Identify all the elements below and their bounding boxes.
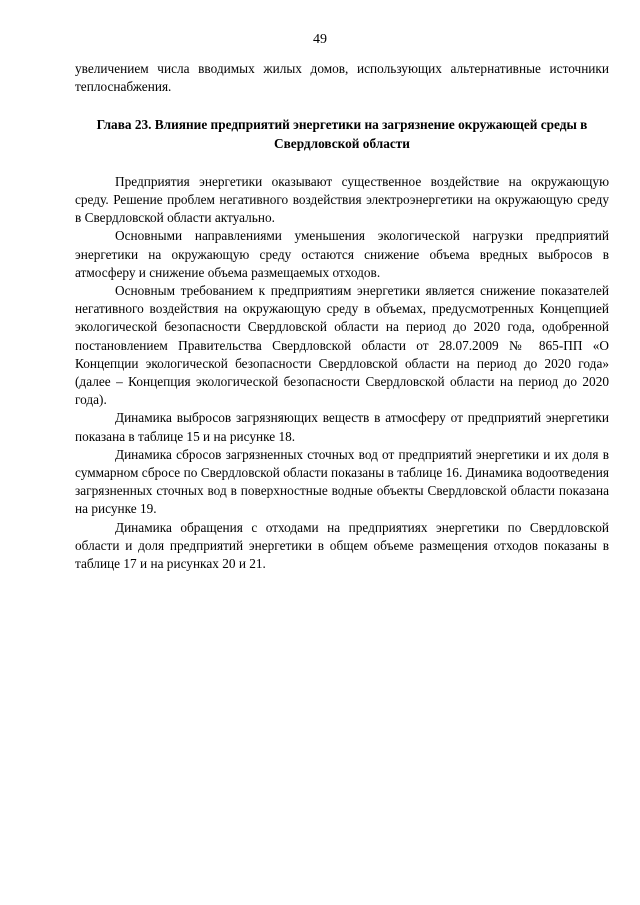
paragraph-impact: Предприятия энергетики оказывают существенное воздействие на окружающую среду. Решение проблем негативного воздействия электроэнергетики на окружающую среду в Свердловской области актуально. bbox=[75, 173, 609, 226]
paragraph-emissions: Динамика выбросов загрязняющих веществ в атмосферу от предприятий энергетики показана в таблице 15 и на рисунке 18. bbox=[75, 410, 609, 444]
paragraph-requirements: Основным требованием к предприятиям энергетики является снижение показателей негативного воздействия на окружающую среду в объемах, предусмотренных Концепцией экологической безопасности Свердловской области на период до 2020 года, одобренной постановлением Правительства Свердловской области от 28.07.2009 № 865-ПП «О Концепции экологической безопасности Свердловской области на период до 2020 года» (далее – Концепция экологической безопасности Свердловской области на период до 2020 года). bbox=[75, 283, 609, 408]
paragraph-directions: Основными направлениями уменьшения экологической нагрузки предприятий энергетики на окружающую среду остаются снижение объема вредных выбросов в атмосферу и снижение объема размещаемых отходов. bbox=[75, 228, 609, 280]
paragraph-wastewater: Динамика сбросов загрязненных сточных вод от предприятий энергетики и их доля в суммарном сбросе по Свердловской области показаны в таблице 16. Динамика водоотведения загрязненных сточных вод в поверхностные водные объекты Свердловской области показана на рисунке 19. bbox=[75, 446, 609, 517]
paragraph-waste: Динамика обращения с отходами на предприятиях энергетики по Свердловской области и доля предприятий энергетики в общем объеме размещения отходов показаны в таблице 17 и на рисунках 20 и 21. bbox=[75, 519, 609, 572]
intro-paragraph: увеличением числа вводимых жилых домов, использующих альтернативные источники теплоснабжения. bbox=[75, 61, 609, 95]
page-number: 49 bbox=[313, 32, 327, 47]
document-body bbox=[75, 60, 609, 573]
chapter-title: Глава 23. Влияние предприятий энергетики на загрязнение окружающей среды в Свердловской области bbox=[96, 117, 588, 151]
